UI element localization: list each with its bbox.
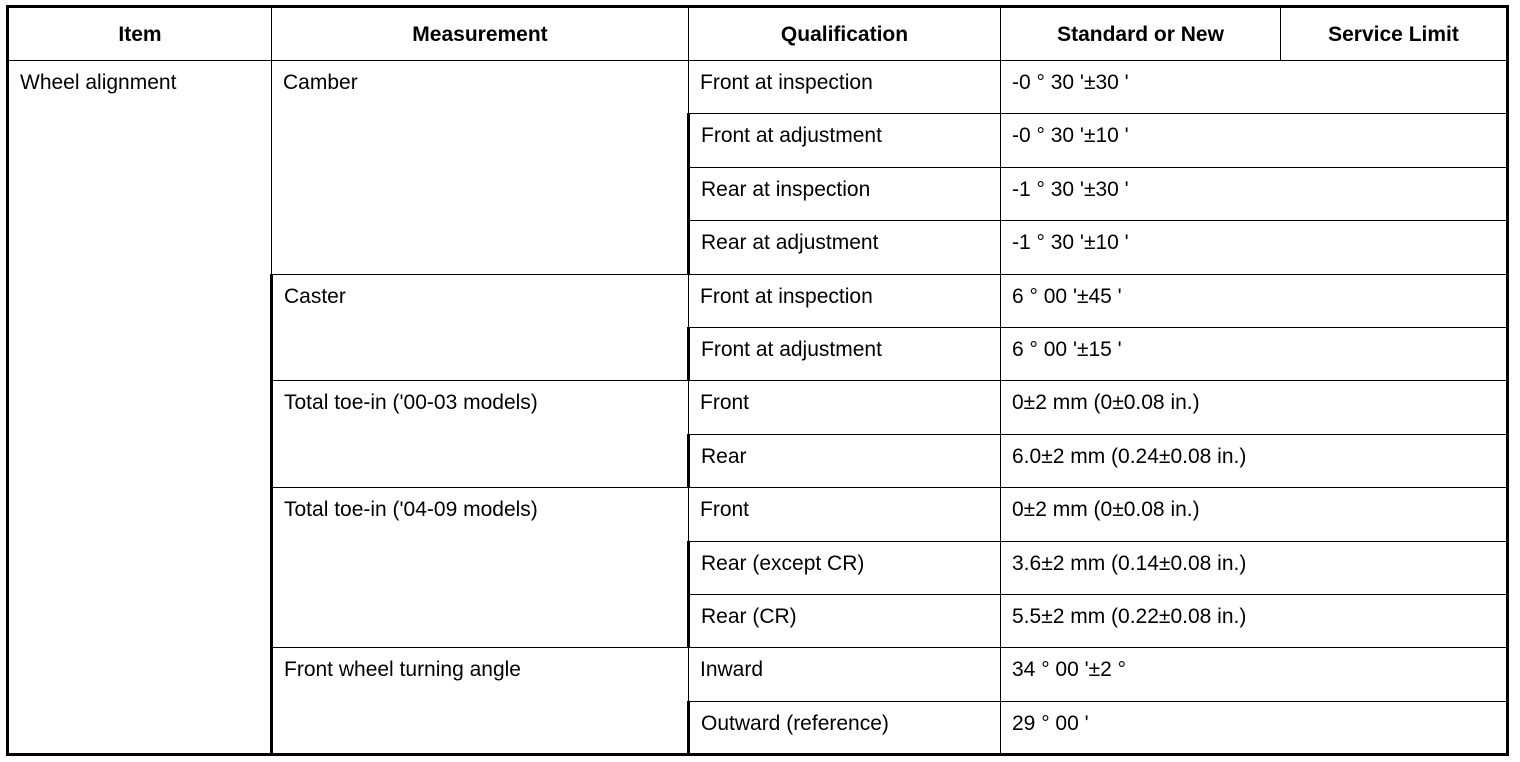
standard-cell: 6.0±2 mm (0.24±0.08 in.) [1001,434,1508,487]
qualification-cell: Inward [689,648,1001,701]
standard-cell: -0 ° 30 '±10 ' [1001,114,1508,167]
qualification-cell: Front at inspection [689,274,1001,327]
qualification-cell: Rear [689,434,1001,487]
standard-cell: -1 ° 30 '±10 ' [1001,221,1508,274]
qualification-cell: Front [689,381,1001,434]
header-standard: Standard or New [1001,7,1281,61]
qualification-cell: Outward (reference) [689,701,1001,754]
header-service-limit: Service Limit [1281,7,1508,61]
header-measurement: Measurement [272,7,689,61]
standard-cell: 6 ° 00 '±15 ' [1001,327,1508,380]
header-item: Item [8,7,272,61]
item-cell: Wheel alignment [8,61,272,755]
measurement-cell: Front wheel turning angle [272,648,689,755]
standard-cell: 0±2 mm (0±0.08 in.) [1001,488,1508,541]
standard-cell: -0 ° 30 '±30 ' [1001,61,1508,114]
header-qualification: Qualification [689,7,1001,61]
measurement-cell: Total toe-in ('00-03 models) [272,381,689,488]
qualification-cell: Rear at adjustment [689,221,1001,274]
standard-cell: 3.6±2 mm (0.14±0.08 in.) [1001,541,1508,594]
wheel-alignment-spec-table [6,5,1509,756]
header-row [8,7,1508,61]
qualification-cell: Front at inspection [689,61,1001,114]
standard-cell: 6 ° 00 '±45 ' [1001,274,1508,327]
table-row [8,61,1508,114]
qualification-cell: Rear (CR) [689,594,1001,647]
measurement-cell: Total toe-in ('04-09 models) [272,488,689,648]
qualification-cell: Rear (except CR) [689,541,1001,594]
qualification-cell: Rear at inspection [689,167,1001,220]
qualification-cell: Front at adjustment [689,327,1001,380]
standard-cell: -1 ° 30 '±30 ' [1001,167,1508,220]
measurement-cell: Caster [272,274,689,381]
standard-cell: 34 ° 00 '±2 ° [1001,648,1508,701]
measurement-cell: Camber [272,61,689,275]
standard-cell: 5.5±2 mm (0.22±0.08 in.) [1001,594,1508,647]
qualification-cell: Front [689,488,1001,541]
standard-cell: 0±2 mm (0±0.08 in.) [1001,381,1508,434]
standard-cell: 29 ° 00 ' [1001,701,1508,754]
qualification-cell: Front at adjustment [689,114,1001,167]
spec-table-container [6,5,1509,756]
